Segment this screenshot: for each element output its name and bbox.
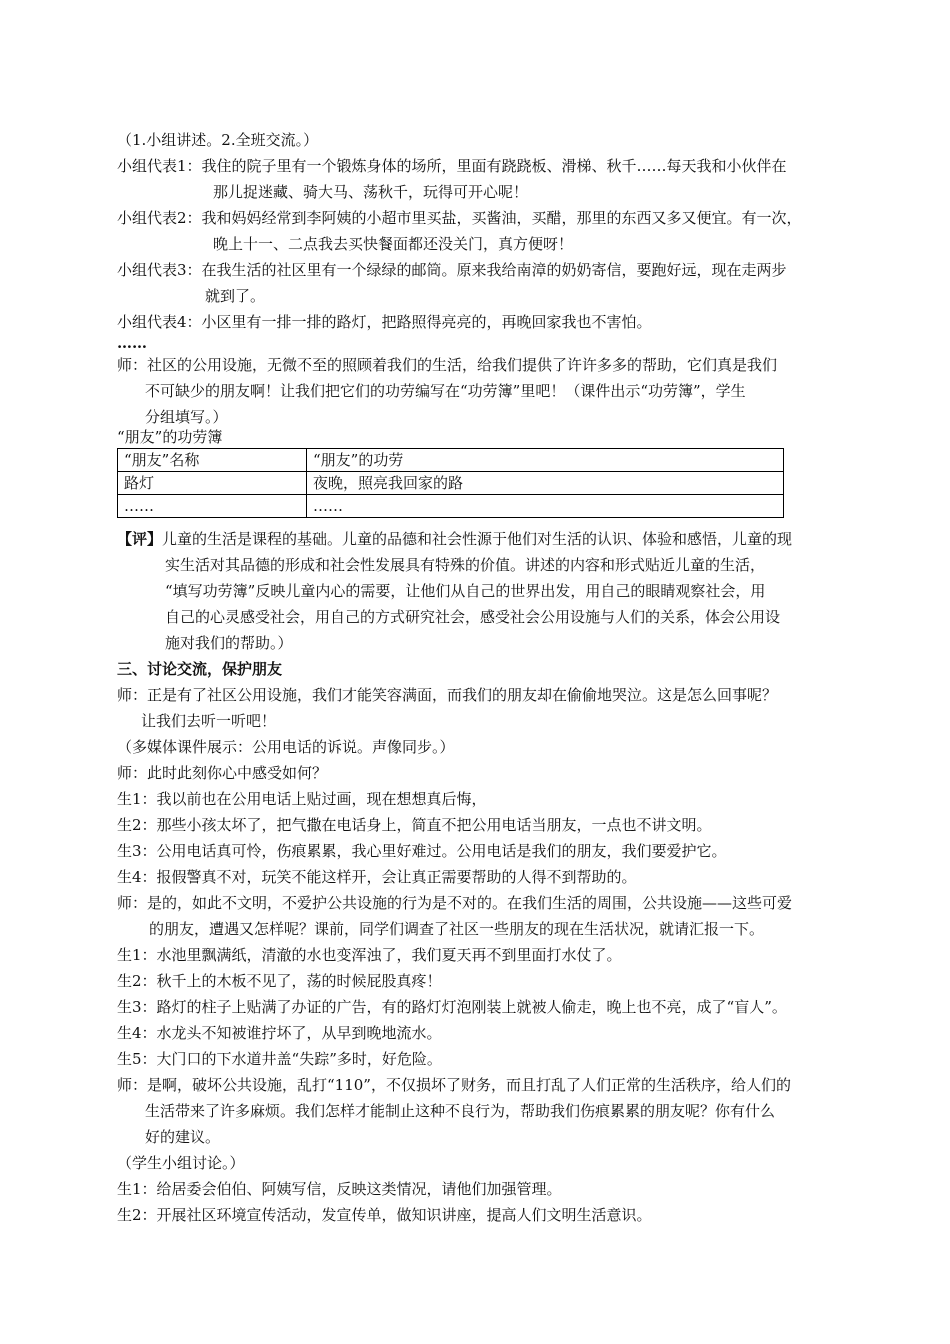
paragraph: 小组代表1：我住的院子里有一个锻炼身体的场所，里面有跷跷板、滑梯、秋千……每天我和小伙伴在 [117,157,787,175]
paragraph-continuation: 就到了。 [205,287,266,305]
paragraph: 生2：开展社区环境宣传活动，发宣传单，做知识讲座，提高人们文明生活意识。 [117,1206,652,1224]
paragraph: 生4：报假警真不对，玩笑不能这样开，会让真正需要帮助的人得不到帮助的。 [117,868,637,886]
ellipsis: …… [117,334,147,352]
paragraph: 师：此时此刻你心中感受如何？ [117,764,328,782]
paragraph: 生3：公用电话真可怜，伤痕累累，我心里好难过。公用电话是我们的朋友，我们要爱护它。 [117,842,727,860]
paragraph: （学生小组讨论。） [117,1154,245,1172]
comment-continuation: 施对我们的帮助。） [165,634,293,652]
merit-book-table [117,448,784,518]
paragraph: 小组代表3：在我生活的社区里有一个绿绿的邮筒。原来我给南漳的奶奶寄信，要跑好远，现在走两步 [117,261,787,279]
table-row [118,495,784,518]
paragraph: 生1：我以前也在公用电话上贴过画，现在想想真后悔， [117,790,487,808]
section-heading: 三、讨论交流，保护朋友 [117,660,283,678]
comment-text: 儿童的生活是课程的基础。儿童的品德和社会性源于他们对生活的认识、体验和感悟，儿童的现 [162,530,793,548]
table-row [118,472,784,495]
paragraph: 师：社区的公用设施，无微不至的照顾着我们的生活，给我们提供了许许多多的帮助，它们真是我们 [117,356,778,374]
paragraph: 生5：大门口的下水道井盖“失踪”多时，好危险。 [117,1050,442,1068]
comment-continuation: “填写功劳簿”反映儿童内心的需要，让他们从自己的世界出发，用自己的眼睛观察社会，用 [165,582,766,600]
table-cell: …… [307,495,784,518]
table-cell: …… [118,495,307,518]
table-header-row [118,449,784,472]
paragraph: （1.小组讲述。2.全班交流。） [117,131,319,149]
paragraph-continuation: 好的建议。 [145,1128,221,1146]
table-cell: 夜晚，照亮我回家的路 [307,472,784,495]
comment-continuation: 实生活对其品德的形成和社会性发展具有特殊的价值。讲述的内容和形式贴近儿童的生活， [165,556,766,574]
paragraph-continuation: 分组填写。） [145,408,228,426]
paragraph: 生4：水龙头不知被谁拧坏了，从早到晚地流水。 [117,1024,442,1042]
comment-continuation: 自己的心灵感受社会，用自己的方式研究社会，感受社会公用设施与人们的关系，体会公用设 [165,608,781,626]
paragraph: 生1：水池里飘满纸，清澈的水也变浑浊了，我们夏天再不到里面打水仗了。 [117,946,622,964]
paragraph: 生1：给居委会伯伯、阿姨写信，反映这类情况，请他们加强管理。 [117,1180,562,1198]
paragraph-continuation: 让我们去听一听吧！ [141,712,277,730]
paragraph-continuation: 的朋友，遭遇又怎样呢？课前，同学们调查了社区一些朋友的现在生活状况，就请汇报一下。 [149,920,765,938]
paragraph: 小组代表4：小区里有一排一排的路灯，把路照得亮亮的，再晚回家我也不害怕。 [117,313,652,331]
paragraph: 师：正是有了社区公用设施，我们才能笑容满面，而我们的朋友却在偷偷地哭泣。这是怎么回事呢？ [117,686,778,704]
paragraph: 小组代表2：我和妈妈经常到李阿姨的小超市里买盐，买酱油，买醋，那里的东西又多又便宜。有一次， [117,209,802,227]
paragraph: 生3：路灯的柱子上贴满了办证的广告，有的路灯灯泡刚装上就被人偷走，晚上也不亮，成了“盲人”。 [117,998,787,1016]
paragraph-continuation: 生活带来了许多麻烦。我们怎样才能制止这种不良行为，帮助我们伤痕累累的朋友呢？你有什么 [145,1102,776,1120]
table-title: “朋友”的功劳簿 [117,428,223,446]
paragraph-continuation: 不可缺少的朋友啊！让我们把它们的功劳编写在“功劳簿”里吧！（课件出示“功劳簿”，学生 [145,382,746,400]
paragraph: 生2：那些小孩太坏了，把气撒在电话身上，简直不把公用电话当朋友，一点也不讲文明。 [117,816,712,834]
paragraph: （多媒体课件展示：公用电话的诉说。声像同步。） [117,738,455,756]
paragraph-continuation: 那儿捉迷藏、骑大马、荡秋千，玩得可开心呢！ [213,183,529,201]
paragraph-continuation: 晚上十一、二点我去买快餐面都还没关门，真方便呀！ [213,235,574,253]
comment-tag: 【评】 [117,530,163,548]
paragraph: 师：是的，如此不文明，不爱护公共设施的行为是不对的。在我们生活的周围，公共设施——这些可爱 [117,894,793,912]
table-header-cell: “朋友”的功劳 [307,449,784,472]
paragraph: 生2：秋千上的木板不见了，荡的时候屁股真疼！ [117,972,442,990]
comment-line [117,526,852,552]
table-header-cell: “朋友”名称 [118,449,307,472]
table-cell: 路灯 [118,472,307,495]
paragraph: 师：是啊，破坏公共设施，乱打“110”，不仅损坏了财务，而且打乱了人们正常的生活秩序，给人们的 [117,1076,791,1094]
